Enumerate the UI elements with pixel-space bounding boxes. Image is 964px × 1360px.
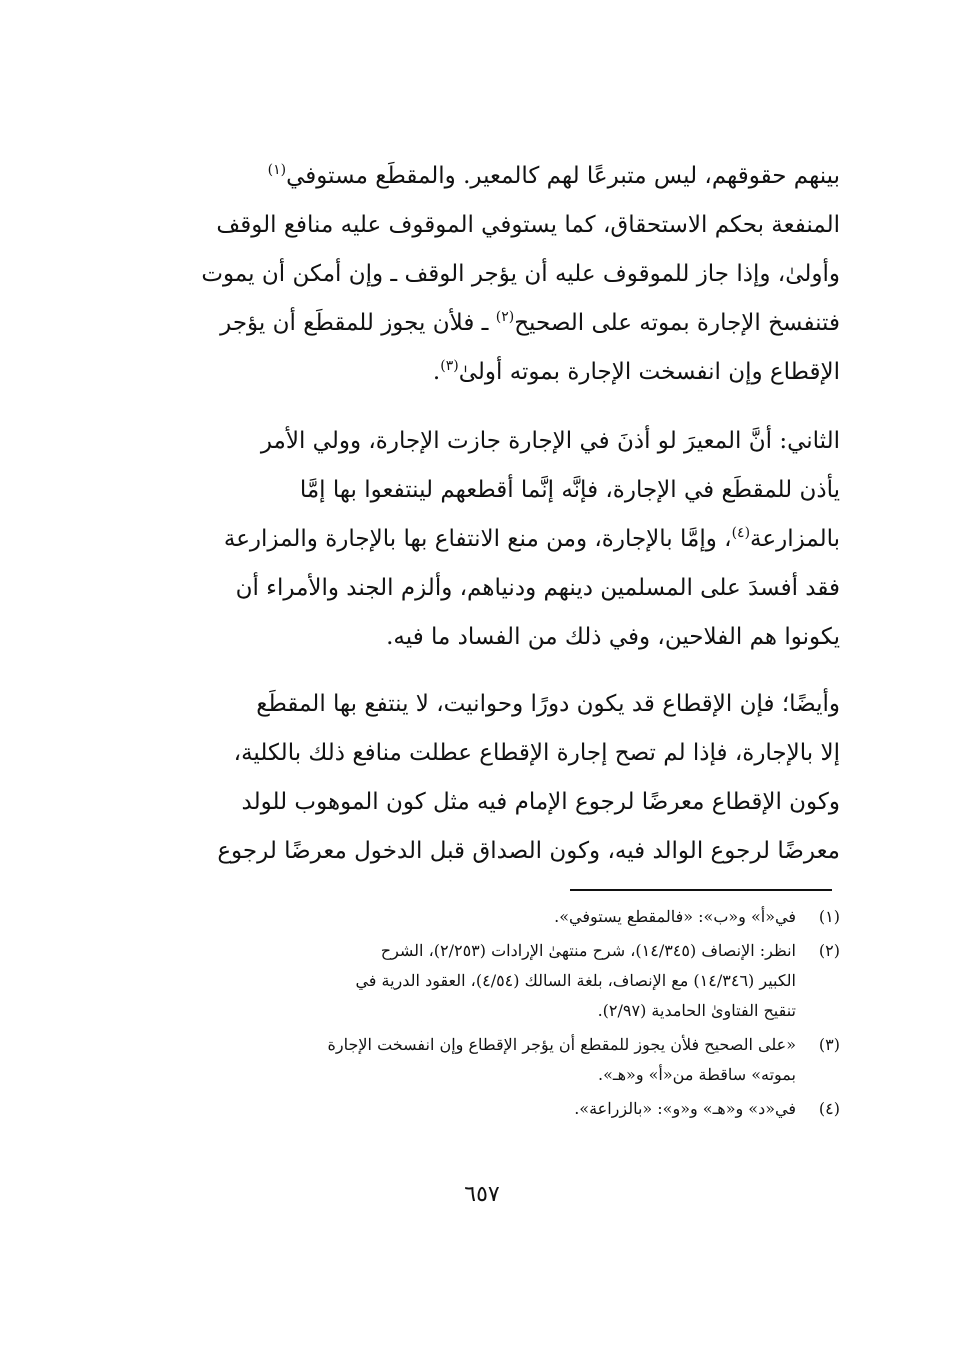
footnote-text: بموته» ساقطة من«أ» و«هـ». [598,1065,796,1084]
line-text: إلا بالإجارة، فإذا لم تصح إجارة الإقطاع عطلت منافع ذلك بالكلية، [233,740,840,766]
line-text: فتنفسخ الإجارة بموته على الصحيح [514,310,840,336]
footnote-text: في«أ» و«ب»: «فالمقطع يستوفي». [554,907,796,926]
footnote-number: (٤) [818,1099,840,1118]
paragraph-2 [140,417,840,662]
line-text: بالمزارعة [750,526,840,552]
footnote-ref[interactable]: (٢) [495,309,515,325]
text-line [140,515,840,564]
text-line [140,466,840,515]
text-line [140,201,840,250]
text-line [140,613,840,662]
line-text: يكونوا هم الفلاحين، وفي ذلك من الفساد ما فيه. [386,624,840,650]
line-text-continued: ، وإمَّا بالإجارة، ومن منع الانتفاع بها بالإجارة والمزارعة [223,526,732,552]
paragraph-3 [140,680,840,876]
footnote [140,902,840,932]
text-line [140,250,840,299]
text-line [140,152,840,201]
text-line [140,827,840,876]
page-number: ٦٥٧ [464,1182,500,1207]
line-text: الثاني: أنَّ المعيرَ لو أذنَ في الإجارة جازت الإجارة، وولي الأمر [260,428,840,454]
footnote-text: انظر: الإنصاف (١٤/٣٤٥)، شرح منتهىٰ الإرادات (٢/٢٥٣)، الشرح [380,941,796,960]
text-line [140,299,840,348]
text-line [140,680,840,729]
footnote [140,1094,840,1124]
footnote-ref[interactable]: (٤) [731,525,751,541]
line-text-continued: . [432,359,441,385]
line-text: المنفعة بحكم الاستحقاق، كما يستوفي الموقوف عليه منافع الوقف [216,212,840,238]
footnote-number: (٣) [818,1035,840,1054]
line-text: يأذن للمقطَع في الإجارة، فإنَّه إنَّما أقطعهم لينتفعوا بها إمَّا [299,477,840,503]
footnote-ref[interactable]: (١) [267,162,287,178]
footnote-text: الكبير (١٤/٣٤٦) مع الإنصاف، بلغة السالك (٤/٥٤)، العقود الدرية في [355,971,796,990]
line-text: وكون الإقطاع معرضًا لرجوع الإمام فيه مثل كون الموهوب للولد [241,789,840,815]
line-text: وأيضًا؛ فإن الإقطاع قد يكون دورًا وحوانيت، لا ينتفع بها المقطَع [256,691,840,717]
footnote-number: (٢) [818,941,840,960]
line-text-continued: ـ فلأن يجوز للمقطَع أن يؤجر [220,310,496,336]
footnotes [140,902,840,1128]
footnote-text: تنقيح الفتاوىٰ الحامدية (٢/٩٧). [597,1001,796,1020]
footnote-ref[interactable]: (٣) [440,358,459,374]
text-line [140,417,840,466]
paragraph-1 [140,152,840,397]
text-line [140,348,840,397]
footnote-text: في«د» و«هـ» و«و»: «بالزراعة». [574,1099,796,1118]
footnote-number: (١) [818,907,840,926]
footnote-text: «على الصحيح فلأن يجوز للمقطع أن يؤجر الإقطاع وإن انفسخت الإجارة [327,1035,796,1054]
footnote-divider [570,889,832,891]
line-text: فقد أفسدَ على المسلمين دينهم ودنياهم، وألزم الجند والأمراء أن [235,575,840,601]
text-line [140,778,840,827]
line-text: الإقطاع وإن انفسخت الإجارة بموته أولىٰ [458,359,840,385]
line-text: وأولىٰ، وإذا جاز للموقوف عليه أن يؤجر الوقف ـ وإن أمكن أن يموت [201,261,840,287]
line-text: بينهم حقوقهم، ليس متبرعًا لهم كالمعير. والمقطَع مستوفي [286,163,840,189]
line-text: معرضًا لرجوع الوالد فيه، وكون الصداق قبل الدخول معرضًا لرجوع [217,838,840,864]
text-line [140,729,840,778]
footnote [140,936,840,1026]
footnote [140,1030,840,1090]
text-line [140,564,840,613]
